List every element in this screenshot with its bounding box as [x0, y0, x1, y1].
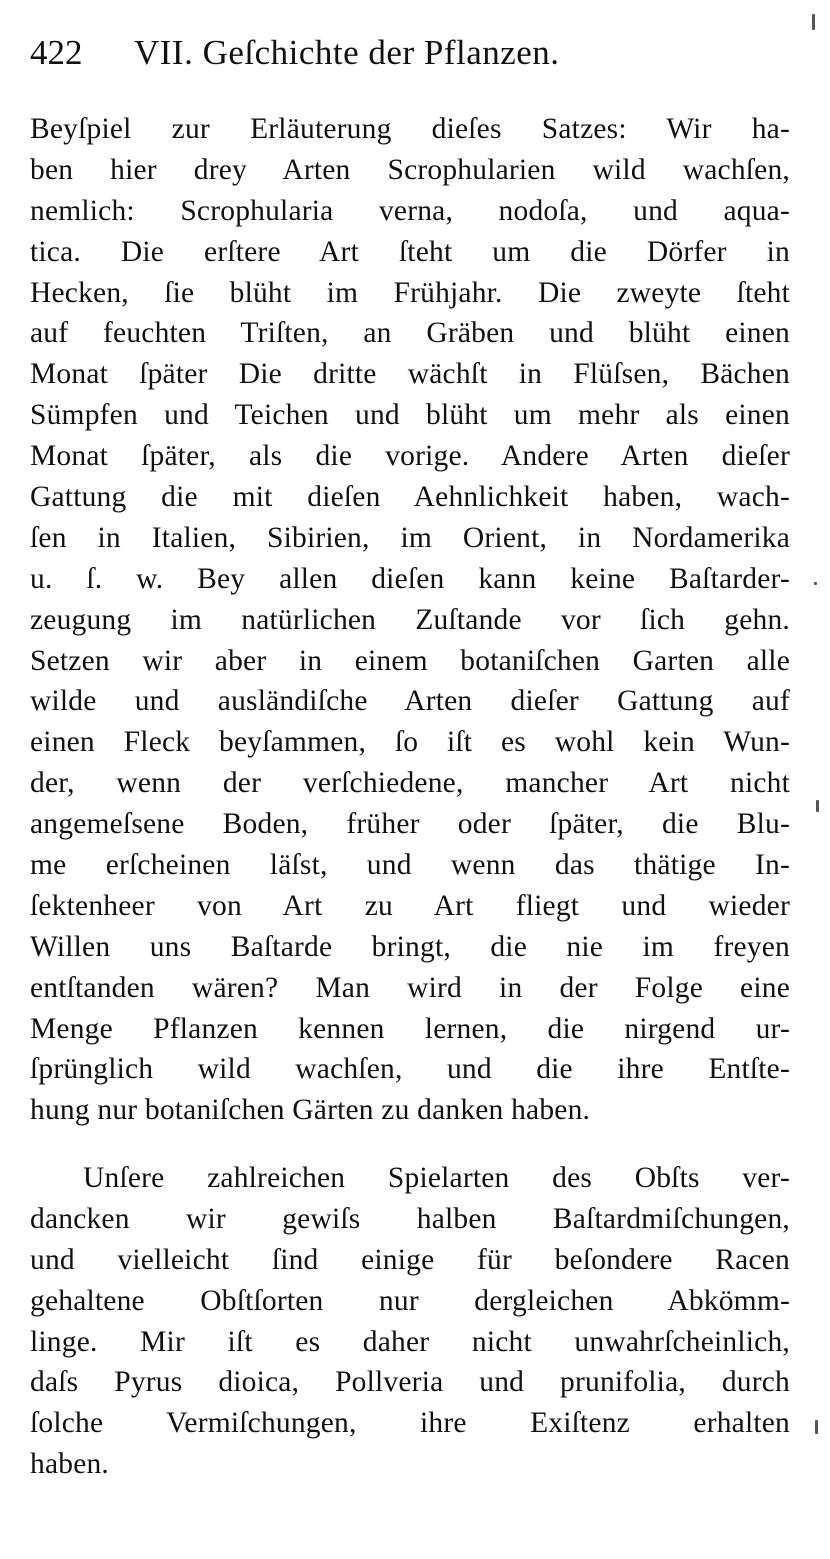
- text-line: Monat ſpäter, als die vorige. Andere Arten dieſer: [30, 440, 790, 473]
- text-line: tica. Die erſtere Art ſteht um die Dörfer in: [30, 235, 790, 268]
- text-line: ſen in Italien, Sibirien, im Orient, in Nordamerika: [30, 521, 790, 554]
- text-line: zeugung im natürlichen Zuſtande vor ſich gehn.: [30, 603, 790, 636]
- text-line: angemeſsene Boden, früher oder ſpäter, die Blu-: [30, 808, 790, 841]
- text-line: me erſcheinen läſst, und wenn das thätige In-: [30, 849, 790, 882]
- running-head: VII. Geſchichte der Pflanzen.: [134, 33, 560, 72]
- text-line: linge. Mir iſt es daher nicht unwahrſcheinlich,: [30, 1325, 790, 1358]
- page-number: 422: [30, 33, 83, 72]
- text-line: Unſere zahlreichen Spielarten des Obſts ver-: [83, 1162, 790, 1194]
- text-line: hung nur botaniſchen Gärten zu danken haben.: [30, 1094, 591, 1127]
- text-line: Sümpfen und Teichen und blüht um mehr als einen: [30, 399, 790, 432]
- text-line: entſtanden wären? Man wird in der Folge eine: [30, 971, 790, 1004]
- text-line: u. ſ. w. Bey allen dieſen kann keine Baſtarder-: [30, 562, 790, 595]
- print-speck: [815, 1420, 818, 1434]
- text-line: ben hier drey Arten Scrophularien wild wachſen,: [30, 153, 790, 186]
- text-line: Menge Pflanzen kennen lernen, die nirgend ur-: [30, 1012, 790, 1045]
- text-line: Hecken, ſie blüht im Frühjahr. Die zweyte ſteht: [30, 276, 790, 309]
- text-line: gehaltene Obſtſorten nur dergleichen Abkömm-: [30, 1284, 790, 1317]
- text-line: haben.: [30, 1448, 110, 1481]
- text-line: Monat ſpäter Die dritte wächſt in Flüſsen, Bächen: [30, 358, 790, 391]
- text-line: und vielleicht ſind einige für beſondere Racen: [30, 1243, 790, 1276]
- text-line: einen Fleck beyſammen, ſo iſt es wohl kein Wun-: [30, 726, 790, 759]
- text-line: wilde und ausländiſche Arten dieſer Gattung auf: [30, 685, 790, 718]
- text-line: der, wenn der verſchiedene, mancher Art nicht: [30, 767, 790, 800]
- text-line: Gattung die mit dieſen Aehnlichkeit haben, wach-: [30, 481, 790, 514]
- text-line: Beyſpiel zur Erläuterung dieſes Satzes: Wir ha-: [30, 113, 790, 145]
- text-line: Willen uns Baſtarde bringt, die nie im freyen: [30, 930, 790, 963]
- print-speck: [812, 14, 815, 30]
- text-line: ſprünglich wild wachſen, und die ihre Entſte-: [30, 1053, 790, 1086]
- print-speck: [816, 800, 819, 812]
- text-line: dancken wir gewiſs halben Baſtardmiſchungen,: [30, 1202, 790, 1235]
- text-line: ſektenheer von Art zu Art fliegt und wieder: [30, 889, 790, 922]
- page-header: [30, 28, 810, 78]
- paragraph-1: [30, 109, 790, 1131]
- paragraph-2: [30, 1158, 790, 1485]
- text-line: ſolche Vermiſchungen, ihre Exiſtenz erhalten: [30, 1407, 790, 1440]
- text-line: Setzen wir aber in einem botaniſchen Garten alle: [30, 644, 790, 677]
- text-line: daſs Pyrus dioica, Pollveria und prunifolia, durch: [30, 1366, 790, 1399]
- text-line: nemlich: Scrophularia verna, nodoſa, und aqua-: [30, 194, 790, 227]
- text-line: auf feuchten Triſten, an Gräben und blüht einen: [30, 317, 790, 350]
- print-speck: [814, 582, 817, 585]
